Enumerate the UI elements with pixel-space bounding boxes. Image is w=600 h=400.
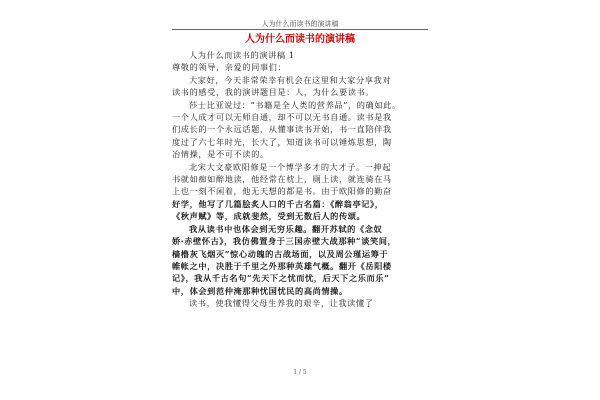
text-line: 好学，他写了几篇脍炙人口的千古名篇：《醉翁亭记》， bbox=[172, 198, 384, 209]
text-line: 度过了六七年时光，长大了，知道读书可以锤炼思想，陶 bbox=[172, 136, 392, 147]
text-line: 中，体会到范仲淹那种忧国忧民的高尚情操。 bbox=[172, 285, 348, 296]
page-number: 1 / 5 bbox=[293, 369, 307, 376]
text-line: 们成长的一个永远话题，从懂事读书开始，书一直陪伴我 bbox=[172, 124, 392, 135]
text-line: 记》，我从千古名句“先天下之忧而忧，后天下之乐而乐” bbox=[172, 273, 390, 284]
text-line: 娇·赤壁怀古》，我仿佛置身于三国赤壁大战那种“谈笑间， bbox=[172, 236, 397, 247]
text-line: 帷帐之中，决胜于千里之外那种英雄气概。翻开《岳阳楼 bbox=[172, 260, 392, 271]
text-line: 书就如痴如醉地读，他经常在枕上，厕上读，就连骑在马 bbox=[172, 174, 392, 185]
text-line: 我从读书中也体会到无穷乐趣。翻开苏轼的《念奴 bbox=[189, 223, 383, 234]
text-line: 莎士比亚说过：“书籍是全人类的营养品”，的确如此。 bbox=[189, 99, 401, 110]
text-line: 冶情操，是不可不读的。 bbox=[172, 149, 269, 160]
text-line: 樯橹灰飞烟灭”惊心动魄的古战场面，以及周公瑾运筹于 bbox=[172, 248, 389, 259]
text-line: 北宋大文豪欧阳修是一个博学多才的大才子。一抻起 bbox=[189, 161, 392, 172]
header-text: 人为什么而读书的演讲稿 bbox=[261, 20, 339, 28]
text-line: 读书，使我懂得父母生养我的艰辛，让我读懂了 bbox=[189, 298, 374, 309]
document-body bbox=[172, 33, 428, 310]
text-line: 一个人成才可以无师自通，却不可以无书自通。读书是我 bbox=[172, 112, 392, 123]
text-line: 上也一刻不闲着，他无天想的都是书。由于欧阳修的勤奋 bbox=[172, 186, 392, 197]
page-header bbox=[0, 0, 600, 30]
text-line: 人为什么而读书的演讲稿 1 bbox=[189, 50, 295, 60]
document-title: 人为什么而读书的演讲稿 bbox=[245, 34, 355, 45]
text-line: 尊敬的领导，亲爱的同事们： bbox=[172, 62, 287, 73]
text-line: 读书的感受，我的演讲题目是：人，为什么要读书。 bbox=[172, 87, 375, 98]
text-line: 大家好，今天非常荣幸有机会在这里和大家分享我对 bbox=[189, 74, 392, 85]
paragraph-lines bbox=[172, 49, 428, 310]
header-rule bbox=[172, 29, 428, 30]
text-line: 《秋声赋》等，成就斐然，受到无数后人的传颂。 bbox=[172, 211, 366, 222]
